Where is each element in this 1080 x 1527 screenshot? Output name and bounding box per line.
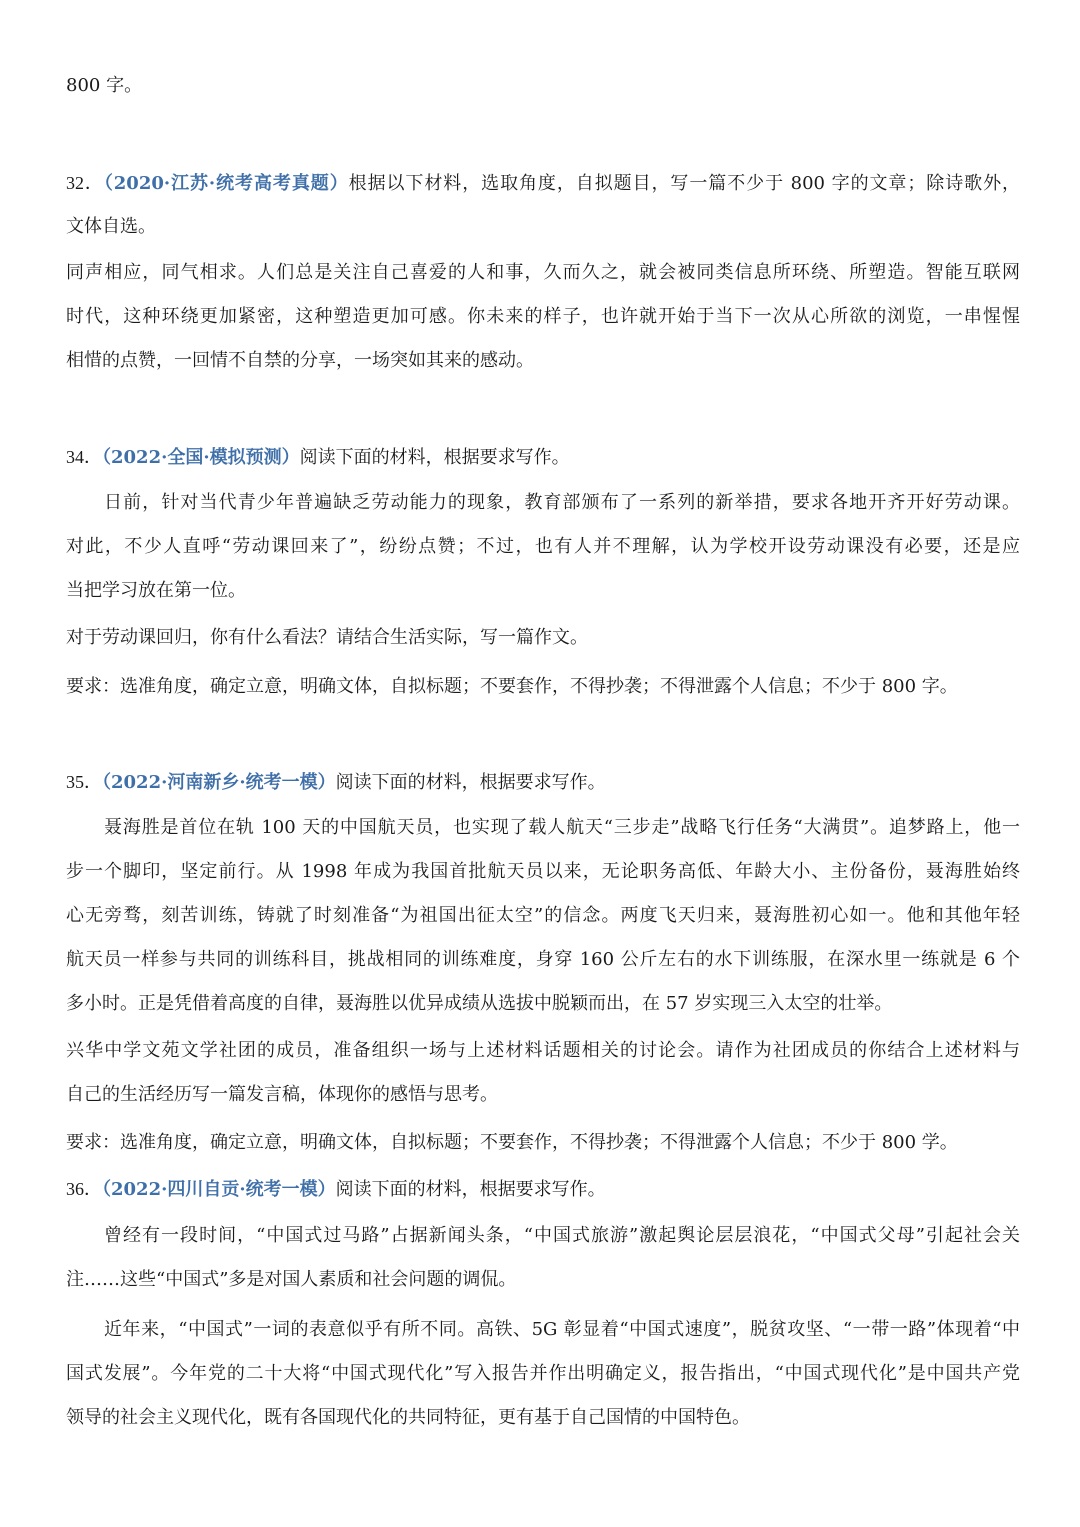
material-line: 日前，针对当代青少年普遍缺乏劳动能力的现象，教育部颁布了一系列的新举措，要求各地开齐开好劳动课。 [104, 492, 1020, 513]
material-line: 同声相应，同气相求。人们总是关注自己喜爱的人和事，久而久之，就会被同类信息所环绕、所塑造。智能互联网 [66, 262, 1020, 283]
writing-task: 对于劳动课回归，你有什么看法？请结合生活实际，写一篇作文。 [66, 627, 588, 648]
material-line: 领导的社会主义现代化，既有各国现代化的共同特征，更有基于自己国情的中国特色。 [66, 1407, 750, 1428]
question-35-header [66, 770, 1020, 795]
material-line: 国式发展”。今年党的二十大将“中国式现代化”写入报告并作出明确定义，报告指出，“中国式现代化”是中国共产党 [66, 1363, 1020, 1384]
material-line: 对此，不少人直呼“劳动课回来了”，纷纷点赞；不过，也有人并不理解，认为学校开设劳动课没有必要，还是应 [66, 536, 1020, 557]
writing-task: 自己的生活经历写一篇发言稿，体现你的感悟与思考。 [66, 1084, 498, 1105]
question-34-header [66, 445, 1020, 470]
question-source-tag: （2022·四川自贡·统考一模） [102, 1179, 336, 1200]
question-number: 36． [66, 1179, 102, 1199]
question-prompt: 阅读下面的材料，根据要求写作。 [335, 1179, 606, 1200]
material-line: 注……这些“中国式”多是对国人素质和社会问题的调侃。 [66, 1269, 517, 1290]
material-line: 步一个脚印，坚定前行。从 1998 年成为我国首批航天员以来，无论职务高低、年龄大小、主份备份，聂海胜始终 [66, 861, 1020, 882]
question-number: 32． [66, 173, 104, 193]
question-source-tag: （2022·全国·模拟预测） [102, 447, 300, 468]
previous-question-tail: 800 字。 [66, 75, 143, 96]
question-prompt-continued: 文体自选。 [66, 216, 156, 237]
material-line: 航天员一样参与共同的训练科目，挑战相同的训练难度，身穿 160 公斤左右的水下训练服，在深水里一练就是 6 个 [66, 949, 1020, 970]
writing-task: 兴华中学文苑文学社团的成员，准备组织一场与上述材料话题相关的讨论会。请作为社团成员的你结合上述材料与 [66, 1040, 1020, 1061]
question-source-tag: （2022·河南新乡·统考一模） [102, 772, 336, 793]
question-32-header [66, 171, 1020, 196]
question-prompt: 阅读下面的材料，根据要求写作。 [335, 772, 606, 793]
material-line: 时代，这种环绕更加紧密，这种塑造更加可感。你未来的样子，也许就开始于当下一次从心所欲的浏览，一串惺惺 [66, 306, 1020, 327]
material-line: 聂海胜是首位在轨 100 天的中国航天员，也实现了载人航天“三步走”战略飞行任务“大满贯”。追梦路上，他一 [104, 817, 1020, 838]
question-prompt: 根据以下材料，选取角度，自拟题目，写一篇不少于 800 字的文章；除诗歌外， [348, 173, 1020, 194]
writing-requirement: 要求：选准角度，确定立意，明确文体，自拟标题；不要套作，不得抄袭；不得泄露个人信息；不少于 800 学。 [66, 1132, 958, 1153]
question-number: 34． [66, 447, 102, 467]
material-line: 近年来，“中国式”一词的表意似乎有所不同。高铁、5G 彰显着“中国式速度”，脱贫攻坚、“一带一路”体现着“中 [104, 1319, 1020, 1340]
material-line: 心无旁骛，刻苦训练，铸就了时刻准备“为祖国出征太空”的信念。两度飞天归来，聂海胜初心如一。他和其他年轻 [66, 905, 1020, 926]
question-prompt: 阅读下面的材料，根据要求写作。 [299, 447, 570, 468]
material-line: 当把学习放在第一位。 [66, 580, 246, 601]
question-source-tag: （2020·江苏·统考高考真题） [103, 173, 349, 194]
writing-requirement: 要求：选准角度，确定立意，明确文体，自拟标题；不要套作，不得抄袭；不得泄露个人信息；不少于 800 字。 [66, 676, 958, 697]
question-number: 35． [66, 772, 102, 792]
material-line: 多小时。正是凭借着高度的自律，聂海胜以优异成绩从选拔中脱颖而出，在 57 岁实现三入太空的壮举。 [66, 993, 893, 1014]
material-line: 曾经有一段时间，“中国式过马路”占据新闻头条，“中国式旅游”激起舆论层层浪花，“中国式父母”引起社会关 [104, 1225, 1020, 1246]
material-line: 相惜的点赞，一回情不自禁的分享，一场突如其来的感动。 [66, 350, 534, 371]
question-36-header [66, 1177, 1020, 1202]
